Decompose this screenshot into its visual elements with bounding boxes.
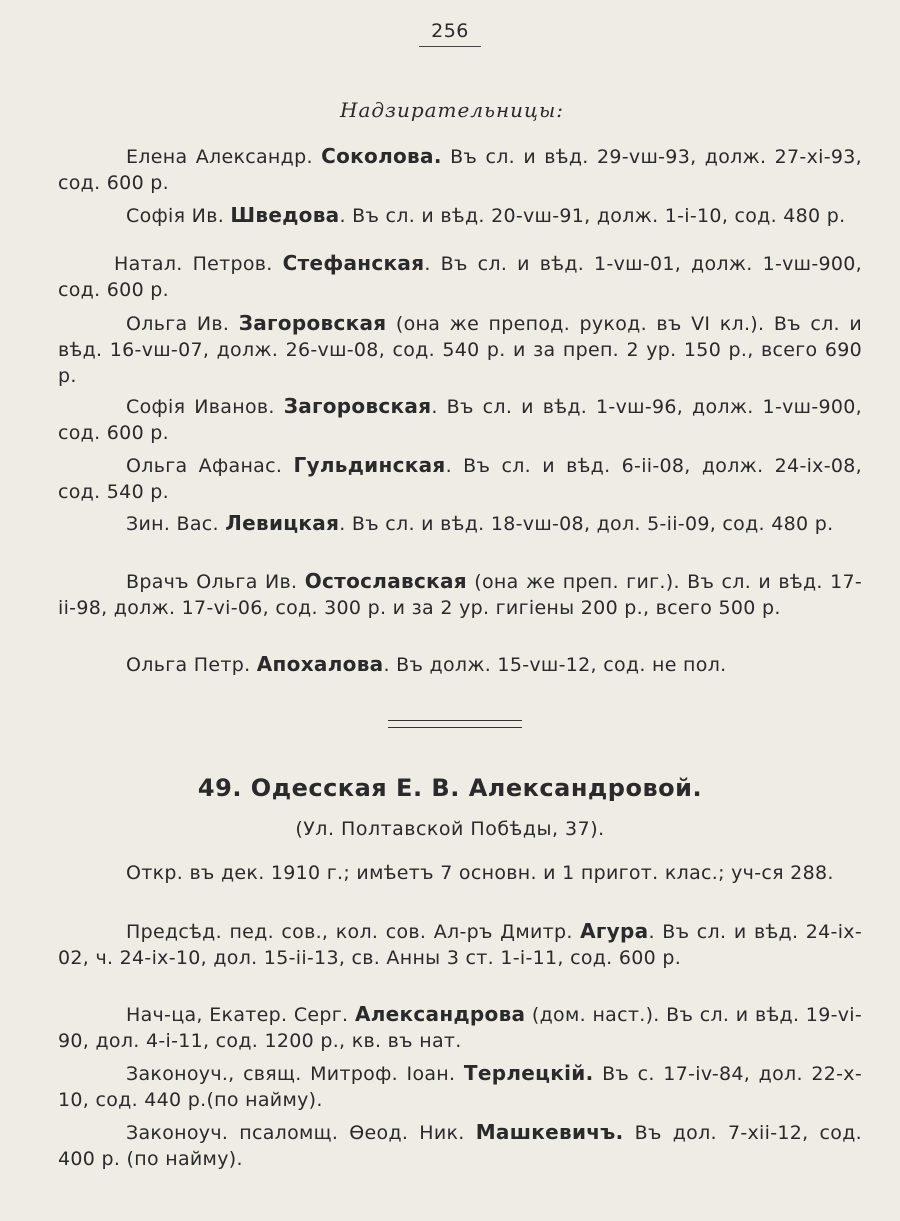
section-title: Надзирательницы: [340,98,565,122]
school-heading: 49. Одесская Е. В. Александровой. [197,774,703,802]
staff-entry [58,1001,862,1054]
entry-surname: Левицкая [225,511,340,535]
entry-surname: Агура [580,919,649,943]
section-divider [388,720,522,728]
entry-details: (она же препод. рукод. въ VI кл.). Въ сл. и вѣд. 16-vш-07, долж. 26-vш-08, сод. 540 р. и за преп. 2 ур. 150 р., всего 690 р. [58,313,863,387]
entry-surname: Соколова. [321,144,442,168]
entry-prefix: Ольга Петр. [126,654,251,676]
entry-surname: Загоровская [238,311,387,335]
staff-entry [58,651,862,678]
entry-details: Въ сл. и вѣд. 29-vш-93, долж. 27-xi-93, сод. 600 р. [58,146,862,194]
staff-entry [58,250,862,303]
entry-prefix: Софія Ив. [126,205,225,227]
entry-prefix: Законоуч. псаломщ. Ѳеод. Ник. [126,1122,465,1144]
entry-details: (она же преп. гиг.). Въ сл. и вѣд. 17-ii-98, долж. 17-vi-06, сод. 300 р. и за 2 ур. гигіены 200 р., всего 500 р. [58,571,863,619]
school-address: (Ул. Полтавской Побѣды, 37). [295,818,605,840]
school-info-entry [58,860,862,886]
staff-entry [58,143,862,196]
entry-prefix: Предсѣд. пед. сов., кол. сов. Ал-ръ Дмитр. [126,921,573,943]
page-number: 256 [0,20,900,42]
entry-prefix: Врачъ Ольга Ив. [126,571,298,593]
staff-entry [58,1060,862,1113]
entry-text: Откр. въ дек. 1910 г.; имѣетъ 7 основн. и 1 пригот. клас.; уч-ся 288. [126,862,834,884]
entry-surname: Терлецкій. [463,1061,594,1085]
entry-prefix: Ольга Афанас. [126,455,283,477]
entry-details: Въ дол. 7-xii-12, сод. 400 р. (по найму). [58,1122,862,1170]
entry-details: Въ с. 17-iv-84, дол. 22-x-10, сод. 440 р.(по найму). [58,1063,862,1111]
entry-prefix: Ольга Ив. [126,313,230,335]
entry-surname: Гульдинская [293,453,446,477]
entry-details: . Въ сл. и вѣд. 18-vш-08, дол. 5-ii-09, сод. 480 р. [339,513,834,535]
entry-prefix: Софія Иванов. [126,396,275,418]
entry-details: . Въ сл. и вѣд. 6-ii-08, долж. 24-ix-08, сод. 540 р. [58,455,862,503]
staff-entry [58,393,862,446]
entry-prefix: Зин. Вас. [126,513,219,535]
entry-details: . Въ сл. и вѣд. 24-ix-02, ч. 24-ix-10, дол. 15-ii-13, св. Анны 3 ст. 1-i-11, сод. 600 р. [58,921,862,969]
entry-surname: Машкевичъ. [475,1120,624,1144]
staff-entry [58,510,862,537]
staff-entry [58,918,862,971]
entry-prefix: Нач-ца, Екатер. Серг. [126,1004,349,1026]
staff-entry [58,568,862,621]
entry-details: . Въ сл. и вѣд. 1-vш-96, долж. 1-vш-900, сод. 600 р. [58,396,862,444]
staff-entry [58,202,862,229]
entry-prefix: Натал. Петров. [114,253,273,275]
staff-entry [58,452,862,505]
entry-surname: Остославская [304,569,467,593]
entry-prefix: Елена Александр. [126,146,313,168]
entry-details: . Въ сл. и вѣд. 1-vш-01, долж. 1-vш-900, сод. 600 р. [58,253,863,301]
entry-details: (дом. наст.). Въ сл. и вѣд. 19-vi-90, дол. 4-i-11, сод. 1200 р., кв. въ нат. [58,1004,863,1052]
entry-surname: Апохалова [256,652,384,676]
entry-prefix: Законоуч., свящ. Митроф. Іоан. [126,1063,456,1085]
entry-surname: Александрова [354,1002,526,1026]
entry-details: . Въ сл. и вѣд. 20-vш-91, долж. 1-i-10, сод. 480 р. [339,205,846,227]
entry-surname: Загоровская [283,394,432,418]
staff-entry [58,310,862,389]
staff-entry [58,1119,862,1172]
entry-details: . Въ долж. 15-vш-12, сод. не пол. [383,654,727,676]
entry-surname: Стефанская [282,251,425,275]
entry-surname: Шведова [230,203,340,227]
